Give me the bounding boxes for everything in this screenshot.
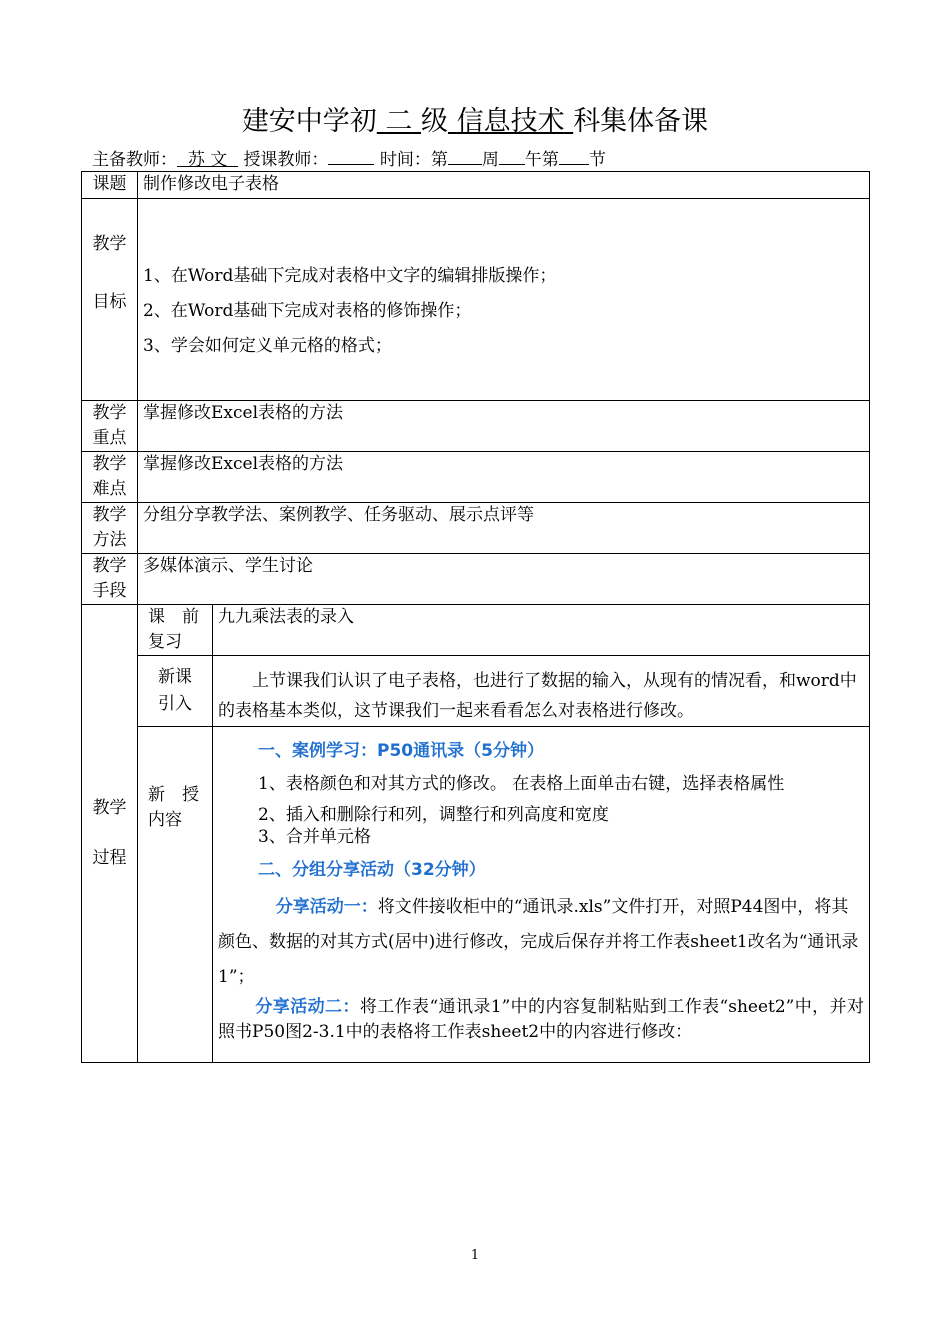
time-label: 时间：第 [379,150,448,170]
review-value: 九九乘法表的录入 [213,605,870,656]
main-teacher-name: 苏 文 [187,150,228,170]
method-label: 教学 方法 [82,503,138,554]
means-row [82,554,870,605]
method-value: 分组分享教学法、案例教学、任务驱动、展示点评等 [138,503,870,554]
topic-row [82,172,870,199]
means-label: 教学 手段 [82,554,138,605]
group-activity-heading: 二、分组分享活动（32分钟） [258,860,486,880]
case-step: 1、表格颜色和对其方式的修改。 在表格上面单击右键，选择表格属性 [258,774,785,794]
new-content-label: 新 授 内容 [138,727,213,1063]
goals-label-top: 教学 [92,234,127,254]
goal-item: 3、学会如何定义单元格的格式； [143,336,392,356]
intro-label: 新课 引入 [138,656,213,727]
activity-two [218,995,864,1045]
review-label: 课 前 复习 [138,605,213,656]
title-subject: 信息技术 [456,106,565,137]
week-blank [448,148,482,165]
page-number: 1 [470,1248,480,1263]
topic-value: 制作修改电子表格 [138,172,870,199]
case-step: 3、合并单元格 [258,827,371,847]
means-value: 多媒体演示、学生讨论 [138,554,870,605]
ampm-blank [499,148,525,165]
focus-value: 掌握修改Excel表格的方法 [138,401,870,452]
difficulty-value: 掌握修改Excel表格的方法 [138,452,870,503]
focus-label: 教学 重点 [82,401,138,452]
title-grade: 二 [385,106,413,137]
intro-row [82,656,870,727]
week-label: 周 [481,150,499,170]
case-study-heading: 一、案例学习：P50通讯录（5分钟） [258,741,544,761]
teaching-teacher-blank [328,148,374,165]
new-content-row [82,727,870,1063]
title-prefix: 建安中学初 [241,106,377,137]
title-mid: 级 [421,106,448,137]
section-label: 节 [588,150,606,170]
page-title [0,104,950,140]
section-blank [559,148,589,165]
goal-item: 2、在Word基础下完成对表格的修饰操作； [143,301,472,321]
new-content-body [213,727,870,1063]
goal-item: 1、在Word基础下完成对表格中文字的编辑排版操作； [143,266,557,286]
main-teacher-label: 主备教师： [92,150,177,170]
activity-one-text: 将文件接收柜中的“通讯录.xls”文件打开，对照P44图中，将其颜色、数据的对其方式(居中)进行修改，完成后保存并将工作表sheet1改名为“通讯录1”； [218,897,859,987]
meta-line [92,148,606,171]
process-label-top: 教学 [92,798,127,818]
title-suffix: 科集体备课 [573,106,709,137]
difficulty-row [82,452,870,503]
goals-row [82,199,870,401]
process-label [82,605,138,1063]
activity-one-title: 分享活动一： [275,897,378,917]
goals-label-bottom: 目标 [92,292,127,312]
activity-two-title: 分享活动二： [255,997,360,1017]
focus-row [82,401,870,452]
topic-label: 课题 [82,172,138,199]
intro-value: 上节课我们认识了电子表格，也进行了数据的输入，从现有的情况看，和word中的表格基本类似，这节课我们一起来看看怎么对表格进行修改。 [213,656,870,727]
teaching-teacher-label: 授课教师： [243,150,329,170]
activity-one [218,884,864,995]
process-label-bottom: 过程 [92,848,127,868]
activity-two-text: 将工作表“通讯录1”中的内容复制粘贴到工作表“sheet2”中，并对照书P50图2-3.1中的表格将工作表sheet2中的内容进行修改： [218,997,864,1042]
method-row [82,503,870,554]
ampm-label: 午第 [524,150,559,170]
case-step: 2、插入和删除行和列，调整行和列高度和宽度 [258,805,609,825]
review-row [82,605,870,656]
lesson-plan-table [81,171,870,1063]
goals-label [82,199,138,401]
goals-content [138,199,870,401]
difficulty-label: 教学 难点 [82,452,138,503]
